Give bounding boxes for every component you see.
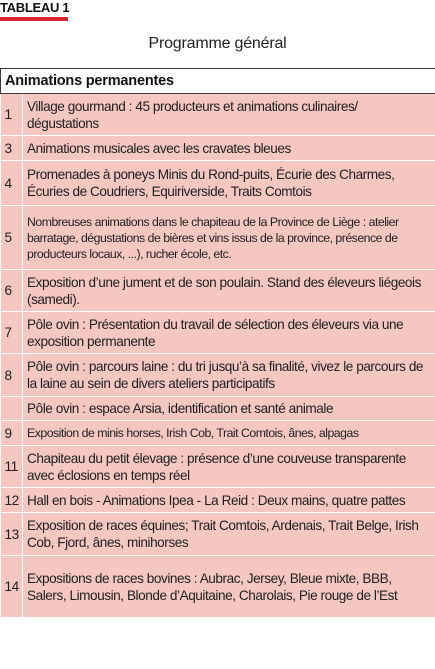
row-text: Nombreuses animations dans le chapiteau de la Province de Liège : atelier barratage, dégustations de bières et vins issus de la province, présence de producteurs locaux, ...), rucher école, etc. — [23, 206, 435, 270]
program-table — [0, 68, 435, 618]
row-text: Exposition de races équines; Trait Comtois, Ardenais, Trait Belge, Irish Cob, Fjord, ânes, minihorses — [23, 513, 435, 556]
table-row — [1, 94, 435, 136]
row-number: 12 — [1, 488, 23, 513]
tableau-accent-bar — [0, 17, 68, 21]
table-row — [1, 397, 435, 421]
table-row — [1, 270, 435, 312]
row-text: Chapiteau du petit élevage : présence d’une couveuse transparente avec éclosions en temps réel — [23, 446, 435, 488]
row-number: 11 — [1, 446, 23, 488]
row-number: 1 — [1, 94, 23, 136]
row-number: 8 — [1, 354, 23, 397]
row-text: Hall en bois - Animations Ipea - La Reid : Deux mains, quatre pattes — [23, 488, 435, 513]
row-number: 9 — [1, 421, 23, 446]
tableau-label: TABLEAU 1 — [0, 0, 70, 15]
table-row — [1, 312, 435, 354]
table-row — [1, 206, 435, 270]
table-row — [1, 161, 435, 206]
row-text: Expositions de races bovines : Aubrac, Jersey, Bleue mixte, BBB, Salers, Limousin, Blonde d’Aquitaine, Charolais, Pie rouge de l’Est — [23, 556, 435, 618]
row-number: 3 — [1, 136, 23, 161]
row-text: Pôle ovin : Présentation du travail de sélection des éleveurs via une exposition permanente — [23, 312, 435, 354]
table-row — [1, 513, 435, 556]
table-row — [1, 488, 435, 513]
row-text: Exposition de minis horses, Irish Cob, Trait Comtois, ânes, alpagas — [23, 421, 435, 446]
row-number: 14 — [1, 556, 23, 618]
row-text: Village gourmand : 45 producteurs et animations culinaires/ dégustations — [23, 94, 435, 136]
row-text: Animations musicales avec les cravates bleues — [23, 136, 435, 161]
table-row — [1, 421, 435, 446]
row-number: 4 — [1, 161, 23, 206]
row-text: Pôle ovin : parcours laine : du tri jusqu’à sa finalité, vivez le parcours de la laine au sein de divers ateliers participatifs — [23, 354, 435, 397]
table-row — [1, 354, 435, 397]
table-header-row — [1, 69, 435, 94]
page-title: Programme général — [148, 35, 287, 52]
section-heading: Animations permanentes — [1, 69, 435, 94]
row-number: 13 — [1, 513, 23, 556]
row-number: 5 — [1, 206, 23, 270]
row-text: Exposition d’une jument et de son poulain. Stand des éleveurs liégeois (samedi). — [23, 270, 435, 312]
table-row — [1, 446, 435, 488]
row-number: 6 — [1, 270, 23, 312]
row-text: Promenades à poneys Minis du Rond-puits, Écurie des Charmes, Écuries de Coudriers, Equiriverside, Traits Comtois — [23, 161, 435, 206]
table-row — [1, 136, 435, 161]
row-text: Pôle ovin : espace Arsia, identification et santé animale — [23, 397, 435, 421]
row-number: 7 — [1, 312, 23, 354]
row-number — [1, 397, 23, 421]
table-row — [1, 556, 435, 618]
